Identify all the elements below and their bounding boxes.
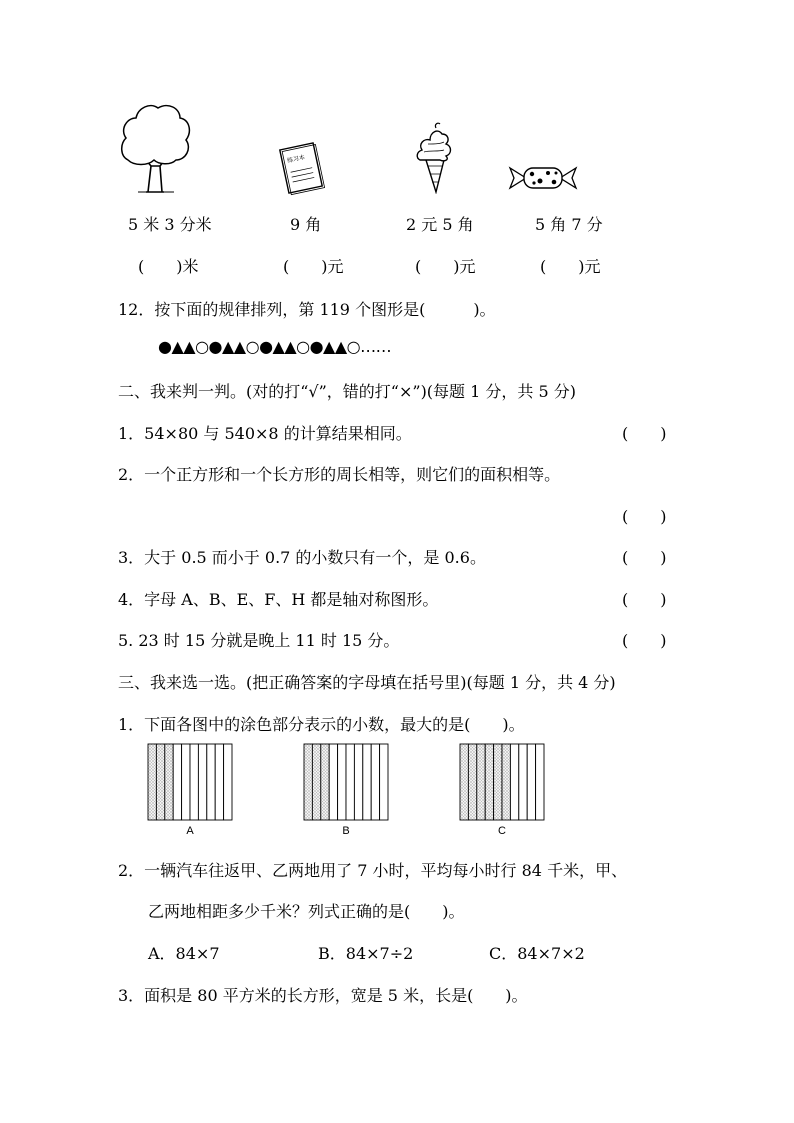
tree-amount: 5 米 3 分米 [128, 215, 212, 234]
shaded-strip [304, 744, 312, 820]
figure-a [148, 744, 232, 837]
s3-q1-text: 1．下面各图中的涂色部分表示的小数，最大的是( )。 [118, 715, 525, 734]
tree-answer-blank[interactable]: ( )米 [138, 257, 199, 276]
shaded-strip [494, 744, 502, 820]
s2-q1-text: 1．54×80 与 540×8 的计算结果相同。 [118, 424, 412, 443]
blank-strip [207, 744, 215, 820]
blank-strip [224, 744, 232, 820]
blank-strip [215, 744, 223, 820]
figure-label-c: C [498, 825, 506, 837]
blank-strip [190, 744, 198, 820]
shaded-strip [485, 744, 493, 820]
q12-text: 12．按下面的规律排列，第 119 个图形是( )。 [118, 300, 496, 319]
s2-q1-answer-bracket[interactable]: ( ) [622, 424, 667, 443]
shaded-strip [460, 744, 468, 820]
blank-strip [510, 744, 518, 820]
notebook-answer-blank[interactable]: ( )元 [283, 257, 344, 276]
blank-strip [527, 744, 535, 820]
s2-q3-answer-bracket[interactable]: ( ) [622, 548, 667, 567]
shaded-strip [477, 744, 485, 820]
blank-strip [371, 744, 379, 820]
blank-strip [338, 744, 346, 820]
s3-q2-line1: 2．一辆汽车往返甲、乙两地用了 7 小时，平均每小时行 84 千米，甲、 [118, 861, 628, 880]
blank-strip [329, 744, 337, 820]
shaded-strip [321, 744, 329, 820]
s3-q2-line2: 乙两地相距多少千米？列式正确的是( )。 [148, 902, 465, 921]
s3-q3-text: 3．面积是 80 平方米的长方形，宽是 5 米，长是( )。 [118, 986, 528, 1005]
section3-title: 三、我来选一选。(把正确答案的字母填在括号里)(每题 1 分，共 4 分) [118, 673, 616, 692]
figure-b [304, 744, 388, 837]
shaded-strip [148, 744, 156, 820]
candy-amount: 5 角 7 分 [535, 215, 603, 234]
tree-icon [118, 100, 194, 196]
s3-q2-option-a[interactable]: A．84×7 [148, 944, 220, 963]
s2-q2-answer-bracket[interactable]: ( ) [622, 507, 667, 526]
s3-q2-option-c[interactable]: C．84×7×2 [489, 944, 585, 963]
figure-label-b: B [342, 825, 350, 837]
section2-title: 二、我来判一判。(对的打“√”，错的打“×”)(每题 1 分，共 5 分) [118, 382, 576, 401]
shaded-strip [312, 744, 320, 820]
shaded-strip [156, 744, 164, 820]
notebook-label: 练习本 [286, 154, 306, 165]
shaded-strip [165, 744, 173, 820]
s2-q5-answer-bracket[interactable]: ( ) [622, 631, 667, 650]
figure-c [460, 744, 544, 837]
s2-q2-text: 2．一个正方形和一个长方形的周长相等，则它们的面积相等。 [118, 465, 561, 484]
fraction-figures [140, 742, 560, 840]
blank-strip [363, 744, 371, 820]
shaded-strip [502, 744, 510, 820]
blank-strip [346, 744, 354, 820]
notebook-amount: 9 角 [290, 215, 322, 234]
q12-pattern: ●▲▲○●▲▲○●▲▲○●▲▲○…… [158, 337, 392, 356]
ice-cream-amount: 2 元 5 角 [406, 215, 474, 234]
s2-q3-text: 3．大于 0.5 而小于 0.7 的小数只有一个，是 0.6。 [118, 548, 486, 567]
ice-cream-icon [412, 122, 458, 194]
notebook-icon [276, 140, 326, 196]
blank-strip [173, 744, 181, 820]
blank-strip [536, 744, 544, 820]
blank-strip [198, 744, 206, 820]
candy-icon [506, 160, 580, 196]
s2-q5-text: 5. 23 时 15 分就是晚上 11 时 15 分。 [118, 631, 400, 650]
candy-answer-blank[interactable]: ( )元 [540, 257, 601, 276]
shaded-strip [468, 744, 476, 820]
s2-q4-text: 4．字母 A、B、E、F、H 都是轴对称图形。 [118, 590, 439, 609]
blank-strip [519, 744, 527, 820]
figure-label-a: A [186, 825, 194, 837]
blank-strip [354, 744, 362, 820]
ice-cream-answer-blank[interactable]: ( )元 [415, 257, 476, 276]
s3-q2-option-b[interactable]: B．84×7÷2 [318, 944, 414, 963]
s2-q4-answer-bracket[interactable]: ( ) [622, 590, 667, 609]
blank-strip [182, 744, 190, 820]
blank-strip [380, 744, 388, 820]
